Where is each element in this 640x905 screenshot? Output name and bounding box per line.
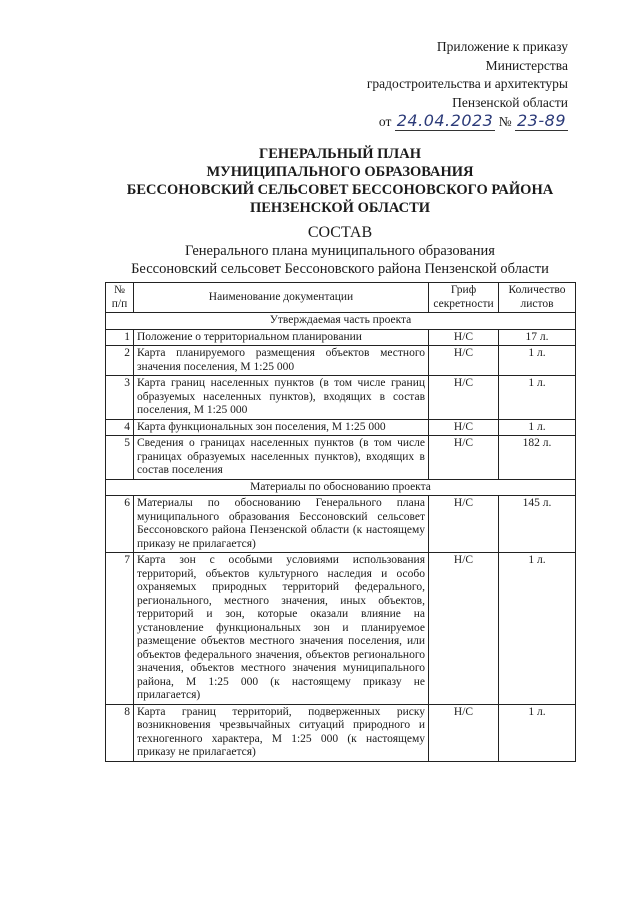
handwritten-date: 24.04.2023 — [396, 111, 494, 130]
date-prefix: от — [378, 114, 392, 129]
handwritten-number: 23-89 — [517, 111, 566, 130]
appendix-line-3: градостроительства и архитектуры — [366, 76, 568, 91]
row-secrecy: Н/С — [429, 436, 499, 480]
row-name: Карта функциональных зон поселения, М 1:25 000 — [134, 419, 429, 436]
sostav-heading: СОСТАВ — [307, 224, 373, 241]
row-secrecy: Н/С — [429, 419, 499, 436]
row-name: Карта зон с особыми условиями использования территорий, объектов культурного наследия и особо охраняемых природных территорий федерального, регионального, местного значения, иных объектов, территорий и зон, которые оказали влияние на установление функциональных зон и планируемое размещение объектов местного значения поселения, или объектов федерального значения, объектов регионального значения, объектов местного значения муниципального района, М 1:25 000 (к настоящему приказу не прилагается) — [134, 553, 429, 705]
row-secrecy: Н/С — [429, 704, 499, 761]
row-sheet-count: 1 л. — [499, 419, 576, 436]
row-secrecy: Н/С — [429, 376, 499, 420]
row-number: 3 — [106, 376, 134, 420]
row-number: 2 — [106, 346, 134, 376]
subtitle-line-2: Бессоновский сельсовет Бессоновского района Пензенской области — [131, 261, 549, 277]
appendix-line-4: Пензенской области — [452, 94, 568, 110]
row-secrecy: Н/С — [429, 496, 499, 553]
row-name: Сведения о границах населенных пунктов (в том числе границах образуемых населенных пунктов), входящих в состав поселения — [134, 436, 429, 480]
row-name: Карта границ населенных пунктов (в том числе границ образуемых населенных пунктов), входящих в состав поселения, М 1:25 000 — [134, 376, 429, 420]
row-number: 4 — [106, 419, 134, 436]
row-number: 5 — [106, 436, 134, 480]
table-header-row — [106, 283, 576, 313]
subtitle-line-1: Генерального плана муниципального образования — [185, 243, 495, 259]
table-row — [106, 553, 576, 705]
row-secrecy: Н/С — [429, 346, 499, 376]
table-row — [106, 419, 576, 436]
title-line-3: БЕССОНОВСКИЙ СЕЛЬСОВЕТ БЕССОНОВСКОГО РАЙОНА — [126, 182, 554, 198]
appendix-line-1: Приложение к приказу — [436, 39, 568, 54]
table-row — [106, 496, 576, 553]
row-sheet-count: 1 л. — [499, 704, 576, 761]
composition-table — [105, 282, 576, 762]
title-line-1: ГЕНЕРАЛЬНЫЙ ПЛАН — [259, 146, 421, 162]
row-number: 8 — [106, 704, 134, 761]
table-row — [106, 436, 576, 480]
header-secrecy: Гриф секретности — [429, 283, 499, 313]
row-sheet-count: 145 л. — [499, 496, 576, 553]
header-num: № п/п — [106, 283, 134, 313]
row-name: Положение о территориальном планировании — [134, 329, 429, 346]
header-count: Количество листов — [499, 283, 576, 313]
appendix-date-line — [308, 112, 568, 132]
document-title — [60, 145, 620, 217]
row-name: Карта границ территорий, подверженных риску возникновения чрезвычайных ситуаций природного и техногенного характера, М 1:25 000 (к настоящему приказу не прилагается) — [134, 704, 429, 761]
table-row — [106, 376, 576, 420]
table-row — [106, 346, 576, 376]
number-sign: № — [498, 114, 512, 129]
header-name: Наименование документации — [134, 283, 429, 313]
row-number: 1 — [106, 329, 134, 346]
row-sheet-count: 1 л. — [499, 346, 576, 376]
title-line-4: ПЕНЗЕНСКОЙ ОБЛАСТИ — [249, 200, 431, 216]
row-secrecy: Н/С — [429, 553, 499, 705]
row-name: Материалы по обоснованию Генерального плана муниципального образования Бессоновский сельсовет Бессоновского района Пензенской области (к настоящему приказу не прилагается) — [134, 496, 429, 553]
row-sheet-count: 1 л. — [499, 376, 576, 420]
section-row-justification — [106, 479, 576, 496]
row-sheet-count: 1 л. — [499, 553, 576, 705]
row-name: Карта планируемого размещения объектов местного значения поселения, М 1:25 000 — [134, 346, 429, 376]
table-row — [106, 704, 576, 761]
section-title: Материалы по обоснованию проекта — [106, 479, 576, 496]
appendix-line-2: Министерства — [485, 57, 568, 73]
row-sheet-count: 17 л. — [499, 329, 576, 346]
section-title: Утверждаемая часть проекта — [106, 313, 576, 330]
title-line-2: МУНИЦИПАЛЬНОГО ОБРАЗОВАНИЯ — [206, 164, 474, 180]
row-number: 7 — [106, 553, 134, 705]
table-row — [106, 329, 576, 346]
appendix-header — [308, 38, 568, 132]
row-sheet-count: 182 л. — [499, 436, 576, 480]
section-row-approved — [106, 313, 576, 330]
row-secrecy: Н/С — [429, 329, 499, 346]
document-subtitle — [60, 242, 620, 278]
row-number: 6 — [106, 496, 134, 553]
